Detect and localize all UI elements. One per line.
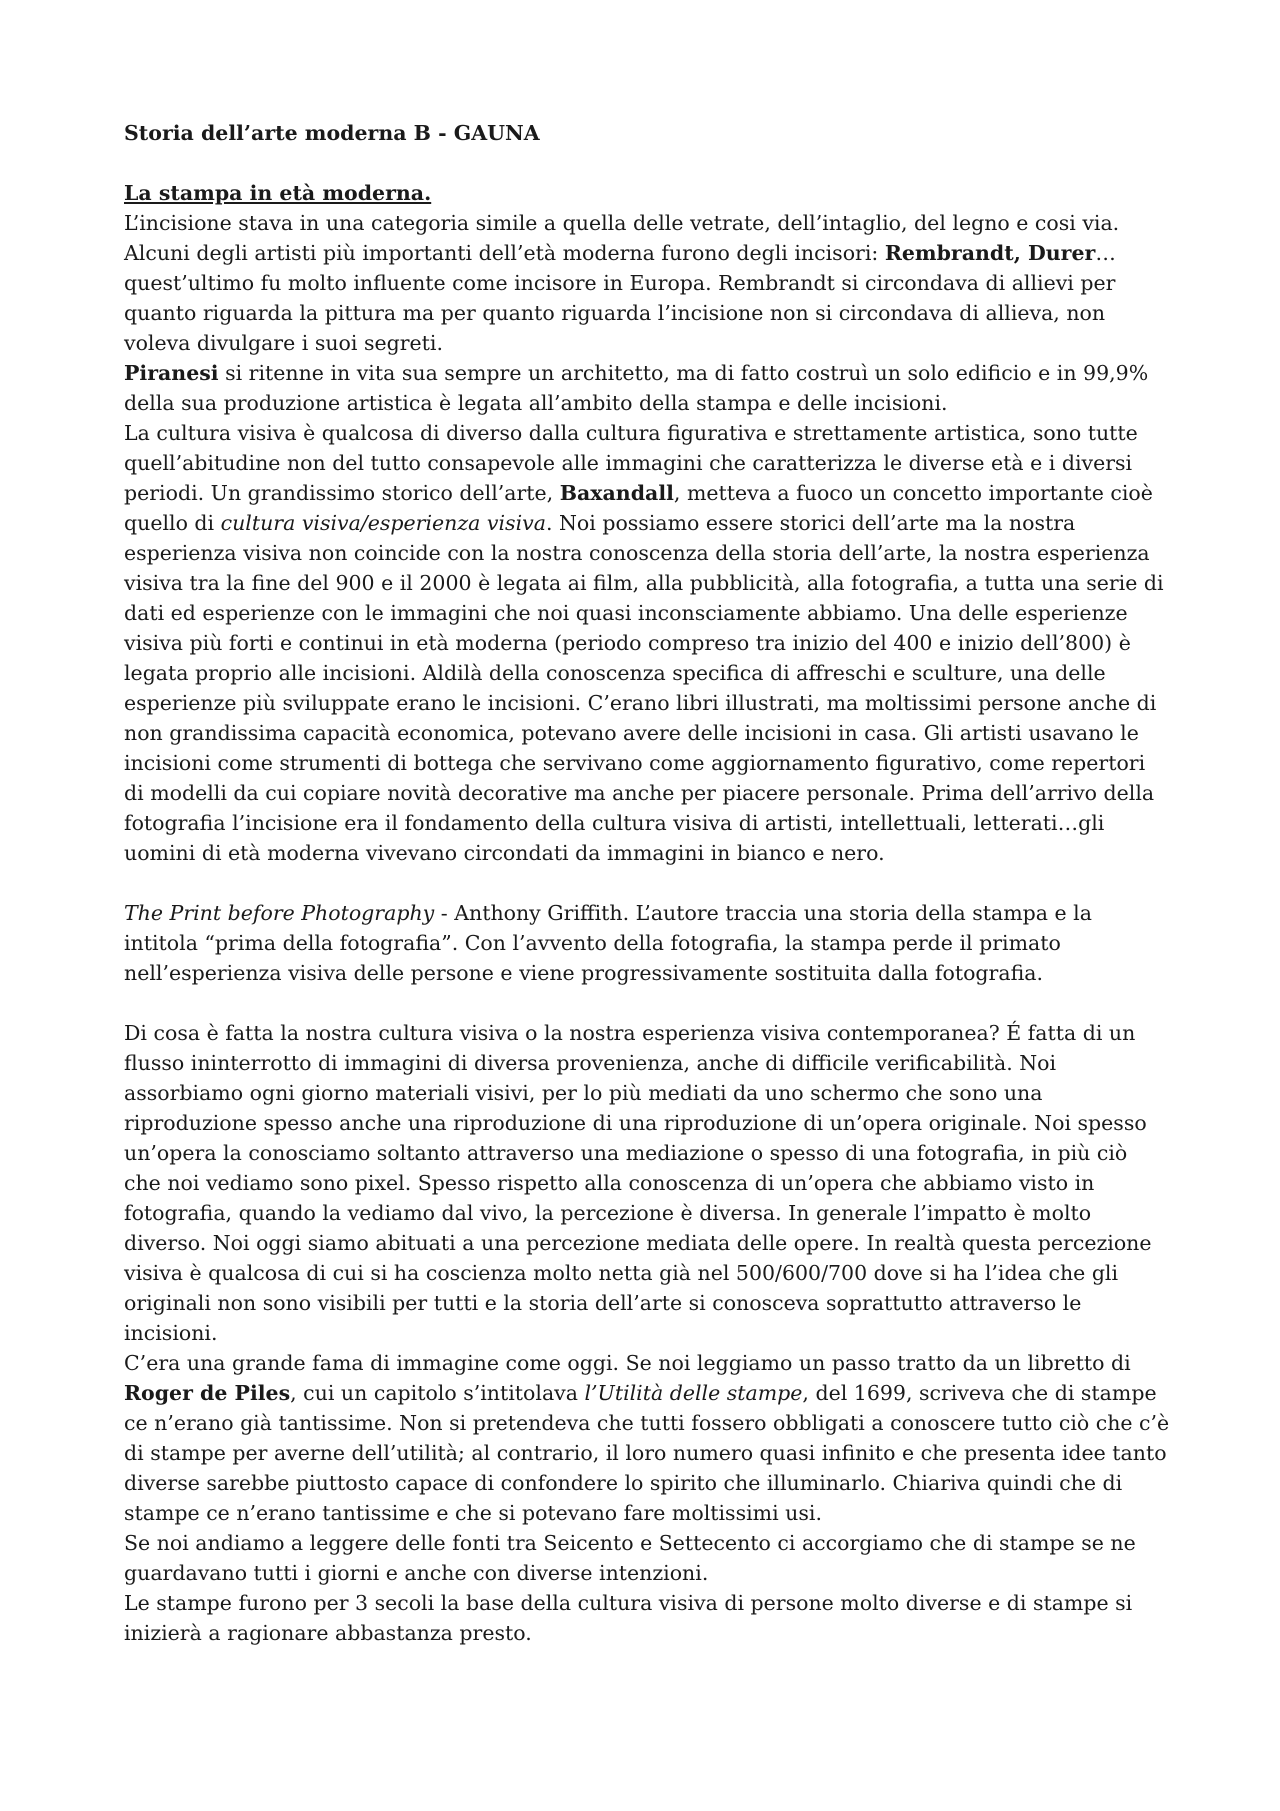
paragraph-roger-de-piles: C’era una grande fama di immagine come oggi. Se noi leggiamo un passo tratto da un libretto di Roger de Piles, cui un capitolo s’intitolava l’Utilità delle stampe, del 1699, scriveva che di stampe ce n’erano già tantissime. Non si pretendeva che tutti fossero obbligati a conoscere tutto ciò che c’è di stampe per averne dell’utilità; al contrario, il loro numero quasi infinito e che presenta idee tanto diverse sarebbe piuttosto capace di confondere lo spirito che illuminarlo. Chiariva quindi che di stampe ce n’erano tantissime e che si potevano fare moltissimi usi. (124, 1351, 1170, 1525)
bold-artists: Rembrandt, Durer (884, 241, 1096, 265)
paragraph-gap (124, 868, 1170, 898)
italic-chapter-title: l’Utilità delle stampe (584, 1381, 803, 1405)
bold-baxandall: Baxandall (559, 481, 674, 505)
bold-piranesi: Piranesi (124, 361, 219, 385)
paragraph-conclusione: Le stampe furono per 3 secoli la base della cultura visiva di persone molto diverse e di stampe si inizierà a ragionare abbastanza presto. (124, 1591, 1133, 1645)
paragraph-piranesi: Piranesi si ritenne in vita sua sempre un architetto, ma di fatto costruì un solo edificio e in 99,9% della sua produzione artistica è legata all’ambito della stampa e delle incisioni. (124, 361, 1149, 415)
italic-concept: cultura visiva/esperienza visiva (220, 511, 546, 535)
bold-roger-de-piles: Roger de Piles (124, 1381, 291, 1405)
italic-book-title: The Print before Photography (124, 901, 435, 925)
paragraph-gap (124, 988, 1170, 1018)
document-title: Storia dell’arte moderna B - GAUNA (124, 121, 540, 145)
paragraph-griffith: The Print before Photography - Anthony Griffith. L’autore traccia una storia della stampa e la intitola “prima della fotografia”. Con l’avvento della fotografia, la stampa perde il primato nell’esperienza visiva delle persone e viene progressivamente sostituita dalla fotografia. (124, 901, 1092, 985)
paragraph-incisione: L’incisione stava in una categoria simile a quella delle vetrate, dell’intaglio, del legno e cosi via. Alcuni degli artisti più importanti dell’età moderna furono degli incisori: Rembrandt, Durer… quest’ultimo fu molto influente come incisore in Europa. Rembrandt si circondava di allievi per quanto riguarda la pittura ma per quanto riguarda l’incisione non si circondava di allieva, non voleva divulgare i suoi segreti. (124, 211, 1120, 355)
paragraph-cultura-visiva: La cultura visiva è qualcosa di diverso dalla cultura figurativa e strettamente artistica, sono tutte quell’abitudine non del tutto consapevole alle immagini che caratterizza le diverse età e i diversi periodi. Un grandissimo storico dell’arte, Baxandall, metteva a fuoco un concetto importante cioè quello di cultura visiva/esperienza visiva. Noi possiamo essere storici dell’arte ma la nostra esperienza visiva non coincide con la nostra conoscenza della storia dell’arte, la nostra esperienza visiva tra la fine del 900 e il 2000 è legata ai film, alla pubblicità, alla fotografia, a tutta una serie di dati ed esperienze con le immagini che noi quasi inconsciamente abbiamo. Una delle esperienze visiva più forti e continui in età moderna (periodo compreso tra inizio del 400 e inizio dell’800) è legata proprio alle incisioni. Aldilà della conoscenza specifica di affreschi e sculture, una delle esperienze più sviluppate erano le incisioni. C’erano libri illustrati, ma moltissimi persone anche di non grandissima capacità economica, potevano avere delle incisioni in casa. Gli artisti usavano le incisioni come strumenti di bottega che servivano come aggiornamento figurativo, come repertori di modelli da cui copiare novità decorative ma anche per piacere personale. Prima dell’arrivo della fotografia l’incisione era il fondamento della cultura visiva di artisti, intellettuali, letterati…gli uomini di età moderna vivevano circondati da immagini in bianco e nero. (124, 421, 1164, 865)
section-heading: La stampa in età moderna. (124, 181, 432, 205)
paragraph-contemporanea: Di cosa è fatta la nostra cultura visiva o la nostra esperienza visiva contemporanea? É fatta di un flusso ininterrotto di immagini di diversa provenienza, anche di difficile verificabilità. Noi assorbiamo ogni giorno materiali visivi, per lo più mediati da uno schermo che sono una riproduzione spesso anche una riproduzione di una riproduzione di un’opera originale. Noi spesso un’opera la conosciamo soltanto attraverso una mediazione o spesso di una fotografia, in più ciò che noi vediamo sono pixel. Spesso rispetto alla conoscenza di un’opera che abbiamo visto in fotografia, quando la vediamo dal vivo, la percezione è diversa. In generale l’impatto è molto diverso. Noi oggi siamo abituati a una percezione mediata delle opere. In realtà questa percezione visiva è qualcosa di cui si ha coscienza molto netta già nel 500/600/700 dove si ha l’idea che gli originali non sono visibili per tutti e la storia dell’arte si conosceva soprattutto attraverso le incisioni. (124, 1021, 1152, 1345)
paragraph-fonti: Se noi andiamo a leggere delle fonti tra Seicento e Settecento ci accorgiamo che di stampe se ne guardavano tutti i giorni e anche con diverse intenzioni. (124, 1531, 1136, 1585)
